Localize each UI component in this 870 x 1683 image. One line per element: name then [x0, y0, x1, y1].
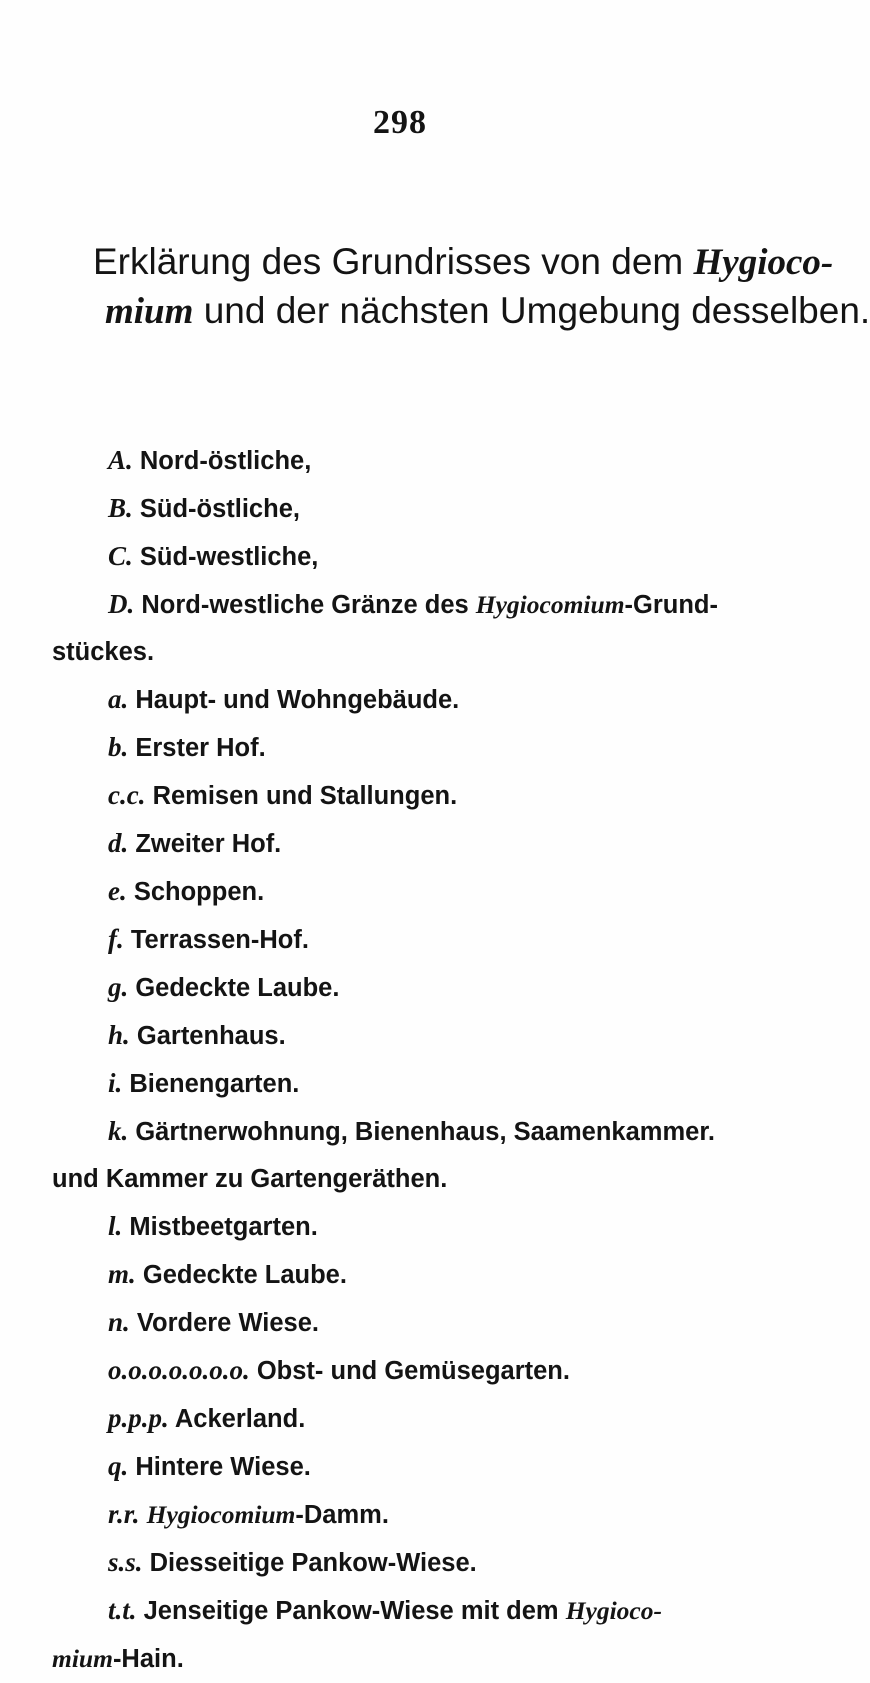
title-line-2 — [93, 287, 870, 336]
item-text: Zweiter Hof. — [135, 830, 282, 858]
item-key: q. — [108, 1451, 129, 1481]
item-key: c.c. — [108, 780, 146, 810]
item-key: D. — [108, 589, 135, 619]
list-item — [52, 820, 762, 868]
item-key: d. — [108, 828, 129, 858]
item-italic: mium — [52, 1644, 113, 1673]
list-item — [52, 868, 762, 916]
item-italic: Hygioco- — [565, 1596, 662, 1625]
title-text: und der nächsten Umgebung desselben. — [193, 290, 870, 331]
item-text: Süd-östliche, — [139, 495, 300, 523]
list-item — [52, 1299, 762, 1347]
title-line-1 — [93, 238, 834, 287]
item-key: p.p.p. — [108, 1403, 169, 1433]
item-text: Terrassen-Hof. — [130, 926, 309, 954]
item-key: i. — [108, 1068, 123, 1098]
item-key: r.r. — [108, 1499, 140, 1529]
page-title — [93, 238, 870, 336]
list-item — [52, 772, 762, 820]
item-text: Gartenhaus. — [136, 1022, 286, 1050]
item-text: -Grund- — [624, 591, 719, 619]
list-item — [52, 581, 762, 629]
item-key: e. — [108, 876, 127, 906]
item-text: Nord-westliche Gränze des — [141, 591, 476, 619]
item-key: b. — [108, 732, 129, 762]
list-item-continuation — [52, 629, 762, 676]
list-item — [52, 724, 762, 772]
list-item — [52, 1395, 762, 1443]
list-item — [52, 676, 762, 724]
item-key: o.o.o.o.o.o.o. — [108, 1355, 250, 1385]
item-italic: Hygiocomium — [146, 1500, 296, 1529]
list-item — [52, 1347, 762, 1395]
item-key: a. — [108, 684, 129, 714]
item-text: Gedeckte Laube. — [135, 974, 340, 1002]
item-text: Jenseitige Pankow-Wiese mit dem — [143, 1597, 566, 1625]
item-key: m. — [108, 1259, 136, 1289]
title-italic: mium — [105, 291, 194, 332]
item-text: -Hain. — [112, 1645, 184, 1673]
list-item — [52, 1251, 762, 1299]
item-text: Gärtnerwohnung, Bienenhaus, Saamenkammer. — [135, 1118, 715, 1146]
item-text: stückes. — [52, 638, 155, 666]
list-item — [52, 1203, 762, 1251]
item-text: Süd-westliche, — [139, 543, 319, 571]
list-item — [52, 437, 762, 485]
item-key: f. — [108, 924, 124, 954]
item-text: Nord-östliche, — [139, 447, 312, 475]
item-text: Remisen und Stallungen. — [152, 782, 458, 810]
list-item — [52, 1587, 762, 1635]
item-text: Bienengarten. — [129, 1070, 300, 1098]
item-key: t.t. — [108, 1595, 137, 1625]
page-number: 298 — [373, 104, 427, 141]
title-text: Erklärung des Grundrisses von dem — [93, 241, 694, 282]
item-text: Mistbeetgarten. — [129, 1213, 318, 1241]
item-text: -Damm. — [295, 1501, 389, 1529]
list-item — [52, 1539, 762, 1587]
list-item — [52, 1443, 762, 1491]
item-key: B. — [108, 493, 133, 523]
legend-list — [52, 437, 762, 1683]
item-key: l. — [108, 1211, 123, 1241]
item-text: Ackerland. — [174, 1405, 306, 1433]
item-key: n. — [108, 1307, 130, 1337]
list-item-continuation — [52, 1635, 762, 1683]
list-item — [52, 533, 762, 581]
item-text: Haupt- und Wohngebäude. — [135, 686, 460, 714]
item-text: und Kammer zu Gartengeräthen. — [52, 1165, 448, 1193]
item-key: h. — [108, 1020, 130, 1050]
item-text: Erster Hof. — [135, 734, 266, 762]
list-item — [52, 1012, 762, 1060]
title-italic: Hygioco- — [693, 242, 834, 283]
item-text: Hintere Wiese. — [135, 1453, 311, 1481]
item-text: Diesseitige Pankow-Wiese. — [149, 1549, 477, 1577]
item-text: Obst- und Gemüsegarten. — [256, 1357, 570, 1385]
item-key: g. — [108, 972, 129, 1002]
item-text: Gedeckte Laube. — [142, 1261, 347, 1289]
list-item — [52, 1491, 762, 1539]
item-key: C. — [108, 541, 133, 571]
list-item — [52, 916, 762, 964]
item-key: k. — [108, 1116, 129, 1146]
item-key: s.s. — [108, 1547, 143, 1577]
item-key: A. — [108, 445, 133, 475]
item-italic: Hygiocomium — [475, 590, 625, 619]
list-item — [52, 1060, 762, 1108]
list-item — [52, 485, 762, 533]
list-item-continuation — [52, 1156, 762, 1203]
item-text: Vordere Wiese. — [136, 1309, 319, 1337]
list-item — [52, 964, 762, 1012]
list-item — [52, 1108, 762, 1156]
item-text: Schoppen. — [133, 878, 265, 906]
